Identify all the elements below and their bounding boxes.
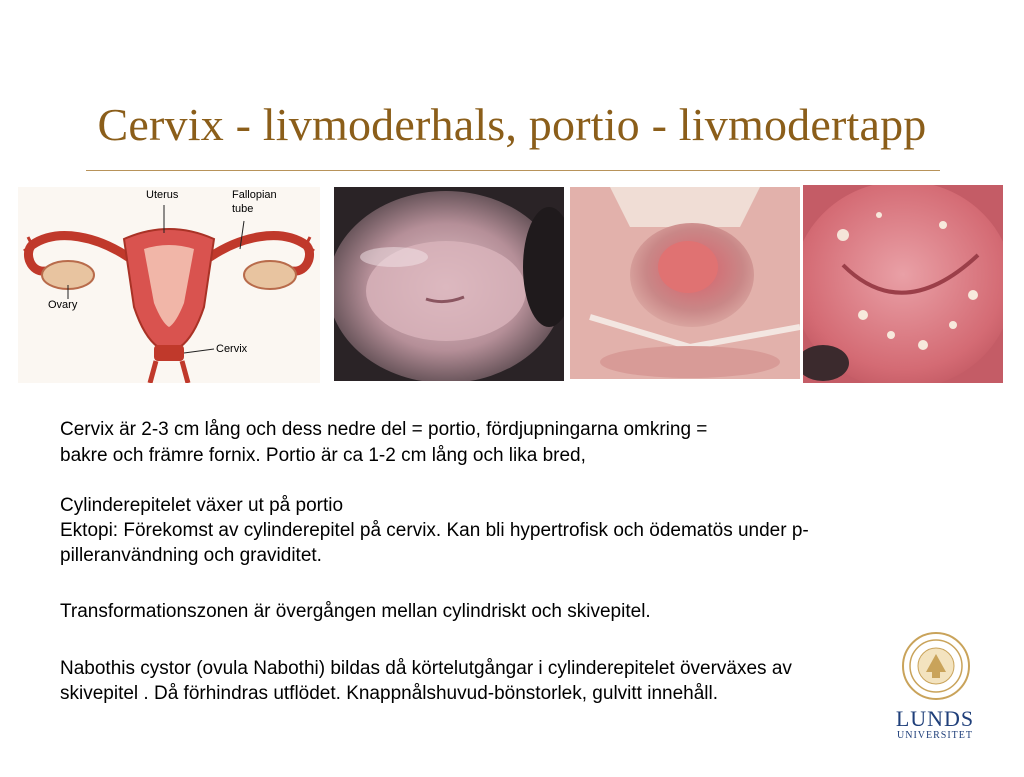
diagram-label-cervix: Cervix	[216, 343, 248, 355]
text-p1-line2: bakre och främre fornix. Portio är ca 1-2 cm lång och lika bred,	[60, 445, 586, 466]
cervix-photo-ectopy	[570, 187, 800, 379]
text-p3-line1: Transformationszonen är övergången mellan cylindriskt och skivepitel.	[60, 601, 651, 622]
diagram-label-fallopian: Fallopian	[232, 189, 277, 201]
lund-university-logo	[886, 632, 982, 742]
text-p1-line1: Cervix är 2-3 cm lång och dess nedre del = portio, fördjupningarna omkring =	[60, 419, 708, 440]
text-p2-line1: Cylinderepitelet växer ut på portio	[60, 495, 344, 516]
university-seal-icon	[886, 632, 982, 704]
diagram-label-tube: tube	[232, 203, 254, 215]
logo-name-line1: LUNDS	[895, 706, 975, 731]
text-p2-line3: pilleranvändning och graviditet.	[60, 545, 322, 566]
diagram-label-uterus: Uterus	[146, 189, 179, 201]
title-divider	[86, 170, 940, 171]
cervix-photo-naboth-cysts	[803, 185, 1003, 383]
text-p4-line1: Nabothis cystor (ovula Nabothi) bildas då körtelutgångar i cylinderepitelet överväxes av	[60, 658, 792, 679]
text-p4-line2: skivepitel . Då förhindras utflödet. Knappnålshuvud-bönstorlek, gulvitt innehåll.	[60, 683, 718, 704]
text-p2-line2: Ektopi: Förekomst av cylinderepitel på cervix. Kan bli hypertrofisk och ödematös under p-	[60, 520, 809, 541]
diagram-label-ovary: Ovary	[48, 299, 78, 311]
logo-name-line2: UNIVERSITET	[897, 730, 973, 741]
uterus-anatomy-diagram	[18, 187, 320, 383]
slide-title: Cervix - livmoderhals, portio - livmodertapp	[97, 99, 927, 150]
cervix-photo-speculum	[334, 187, 564, 381]
